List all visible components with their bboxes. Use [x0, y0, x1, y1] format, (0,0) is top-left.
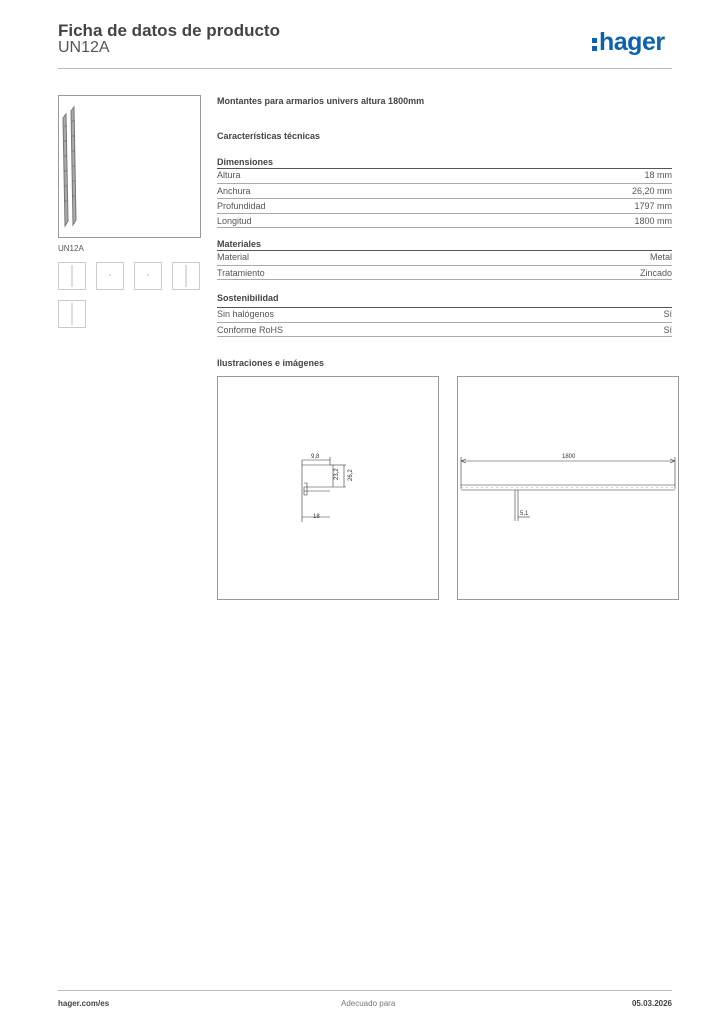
- table-row: [217, 322, 672, 337]
- logo-dots-icon: [592, 36, 598, 50]
- table-row: [217, 265, 672, 280]
- table-row: [217, 250, 672, 265]
- cross-section-diagram: [218, 377, 438, 599]
- row-value: 1797 mm: [634, 201, 672, 211]
- table-row: [217, 168, 672, 183]
- row-label: Conforme RoHS: [217, 325, 284, 335]
- sustainability-title: Sostenibilidad: [217, 293, 279, 303]
- thumbnail-5[interactable]: [58, 300, 86, 328]
- cross-section-drawing[interactable]: [217, 376, 439, 600]
- row-value: 26,20 mm: [631, 186, 672, 196]
- page-title: Ficha de datos de producto: [58, 21, 280, 40]
- materials-title: Materiales: [217, 239, 262, 249]
- header-divider: [58, 68, 672, 69]
- product-image-main[interactable]: [58, 95, 201, 238]
- dim-label-v2: 26,2: [348, 469, 354, 481]
- rail-thumbnail-icon: [173, 263, 199, 289]
- row-value: 18 mm: [644, 170, 672, 180]
- hager-logo: [592, 28, 665, 57]
- footer-date: 05.03.2026: [631, 999, 672, 1008]
- table-row: [217, 213, 672, 228]
- row-label: Profundidad: [217, 201, 266, 211]
- tech-characteristics-title: Características técnicas: [217, 131, 321, 141]
- length-diagram: [458, 377, 678, 599]
- rail-thumbnail-icon: [59, 263, 85, 289]
- profile-thumbnail-icon: [97, 263, 123, 289]
- row-value: Sí: [663, 325, 672, 335]
- logo-text: hager: [599, 28, 665, 56]
- product-code: UN12A: [58, 39, 110, 56]
- footer-website-link[interactable]: hager.com/es: [58, 999, 110, 1008]
- table-row: [217, 307, 672, 322]
- thumbnail-3[interactable]: [134, 262, 162, 290]
- row-value: Sí: [663, 309, 672, 319]
- dim-label-length: 1800: [562, 454, 576, 460]
- row-label: Longitud: [217, 216, 252, 226]
- footer-suitable-for: Adecuado para: [341, 999, 396, 1008]
- row-label: Altura: [217, 170, 241, 180]
- dim-label-v1: 23,2: [334, 468, 340, 480]
- rail-thumbnail-icon: [59, 301, 85, 327]
- row-value: Zincado: [639, 268, 672, 278]
- profile-thumbnail-icon: [135, 263, 161, 289]
- row-label: Sin halógenos: [217, 309, 275, 319]
- dimensions-title: Dimensiones: [217, 157, 274, 167]
- product-description: Montantes para armarios univers altura 1800mm: [217, 96, 425, 106]
- row-value: 1800 mm: [634, 216, 672, 226]
- dim-label-small: 5,1: [520, 511, 529, 517]
- table-row: [217, 198, 672, 213]
- dim-label-bottom: 18: [313, 514, 320, 520]
- dim-label-top: 9,8: [311, 454, 320, 460]
- footer-divider: [58, 990, 672, 991]
- thumbnail-1[interactable]: [58, 262, 86, 290]
- row-label: Material: [217, 252, 250, 262]
- row-label: Tratamiento: [217, 268, 265, 278]
- length-drawing[interactable]: [457, 376, 679, 600]
- rail-product-icon: [59, 96, 200, 237]
- thumbnail-2[interactable]: [96, 262, 124, 290]
- table-row: [217, 183, 672, 198]
- row-label: Anchura: [217, 186, 251, 196]
- thumbnail-4[interactable]: [172, 262, 200, 290]
- row-value: Metal: [649, 252, 672, 262]
- product-image-caption: UN12A: [58, 244, 84, 253]
- illustrations-title: Ilustraciones e imágenes: [217, 358, 325, 368]
